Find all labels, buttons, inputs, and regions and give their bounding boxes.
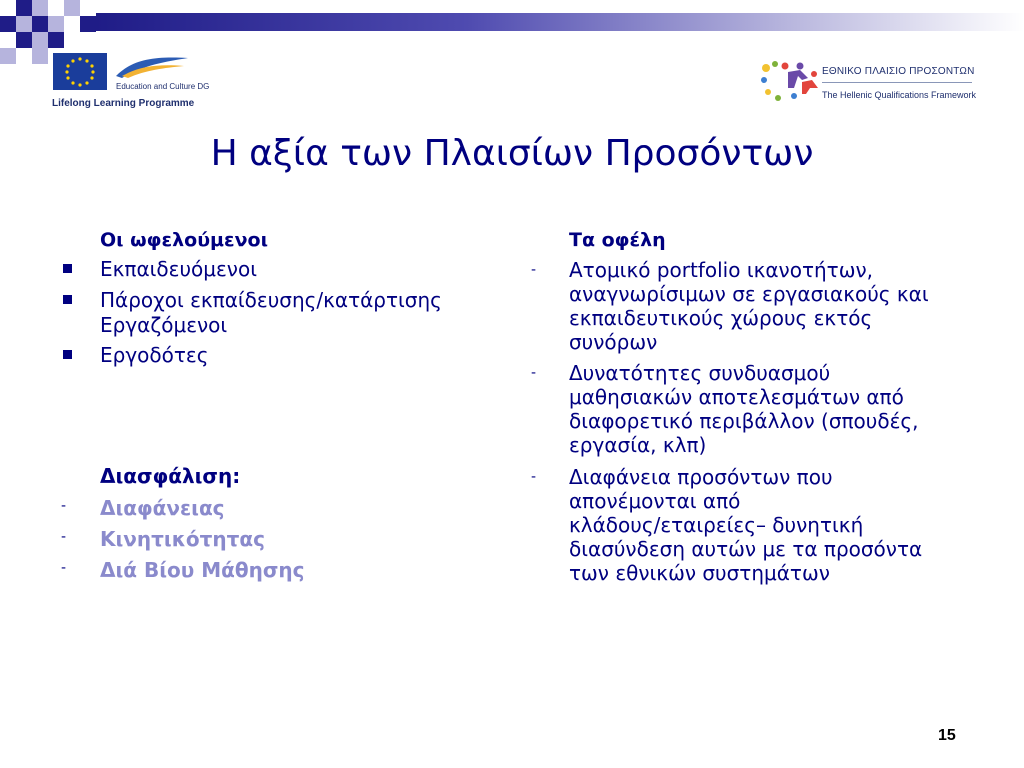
benefit-line: συνόρων — [569, 330, 658, 354]
bullet-square-icon — [63, 295, 72, 304]
assurance-item: Διά Βίου Μάθησης — [100, 558, 305, 582]
eu-stars-icon — [53, 53, 107, 90]
benefit-line: των εθνικών συστημάτων — [569, 561, 830, 585]
decor-square — [32, 48, 48, 64]
nqf-logo-icon — [758, 58, 820, 104]
decor-square — [64, 0, 80, 16]
nqf-subtitle: The Hellenic Qualifications Framework — [822, 90, 977, 100]
decor-square — [0, 48, 16, 64]
beneficiary-item: Εργοδότες — [100, 343, 209, 367]
benefit-line: διασύνδεση αυτών με τα προσόντα — [569, 537, 923, 561]
assurance-item: Κινητικότητας — [100, 527, 266, 551]
decor-square — [16, 16, 32, 32]
assurance-item: Διαφάνειας — [100, 496, 225, 520]
benefit-line: Ατομικό portfolio ικανοτήτων, — [569, 258, 873, 282]
benefit-line: απονέμονται από — [569, 489, 741, 513]
decor-square — [32, 16, 48, 32]
page-number: 15 — [938, 727, 956, 744]
beneficiaries-heading: Οι ωφελούμενοι — [100, 229, 268, 251]
dash-bullet-icon: - — [531, 262, 537, 278]
beneficiary-item: Πάροχοι εκπαίδευσης/κατάρτισης — [100, 288, 442, 312]
beneficiary-item: Εκπαιδευόμενοι — [100, 257, 257, 281]
decor-square — [32, 32, 48, 48]
dash-bullet-icon: - — [531, 469, 537, 485]
benefit-line: εργασία, κλπ) — [569, 433, 707, 457]
decor-square — [16, 0, 32, 16]
decor-square — [48, 32, 64, 48]
decor-square — [48, 16, 64, 32]
decor-square — [32, 0, 48, 16]
dash-bullet-icon: - — [531, 365, 537, 381]
llp-swoosh-icon — [112, 50, 192, 82]
header-band — [96, 13, 1024, 31]
benefits-heading: Τα οφέλη — [569, 229, 666, 251]
beneficiary-item: Εργαζόμενοι — [100, 313, 228, 337]
decor-square — [0, 16, 16, 32]
decor-square — [16, 32, 32, 48]
benefit-line: κλάδους/εταιρείες– δυνητική — [569, 513, 864, 537]
llp-label: Lifelong Learning Programme — [52, 98, 195, 109]
benefit-line: Δυνατότητες συνδυασμού — [569, 361, 831, 385]
assurance-heading: Διασφάλιση: — [100, 464, 241, 488]
nqf-title: ΕΘΝΙΚΟ ΠΛΑΙΣΙΟ ΠΡΟΣΟΝΤΩΝ — [822, 66, 975, 77]
eu-dg-label: Education and Culture DG — [116, 82, 210, 91]
decor-square — [0, 0, 16, 16]
benefit-line: Διαφάνεια προσόντων που — [569, 465, 833, 489]
bullet-square-icon — [63, 350, 72, 359]
dash-bullet-icon: - — [61, 529, 67, 545]
slide-title: Η αξία των Πλαισίων Προσόντων — [210, 133, 814, 174]
benefit-line: διαφορετικό περιβάλλον (σπουδές, — [569, 409, 919, 433]
benefit-line: μαθησιακών αποτελεσμάτων από — [569, 385, 904, 409]
decor-square — [80, 16, 96, 32]
bullet-square-icon — [63, 264, 72, 273]
benefit-line: αναγνωρίσιμων σε εργασιακούς και — [569, 282, 929, 306]
dash-bullet-icon: - — [61, 560, 67, 576]
benefit-line: εκπαιδευτικούς χώρους εκτός — [569, 306, 873, 330]
decor-square — [48, 0, 64, 16]
decor-square — [64, 16, 80, 32]
dash-bullet-icon: - — [61, 498, 67, 514]
nqf-divider — [822, 82, 972, 83]
